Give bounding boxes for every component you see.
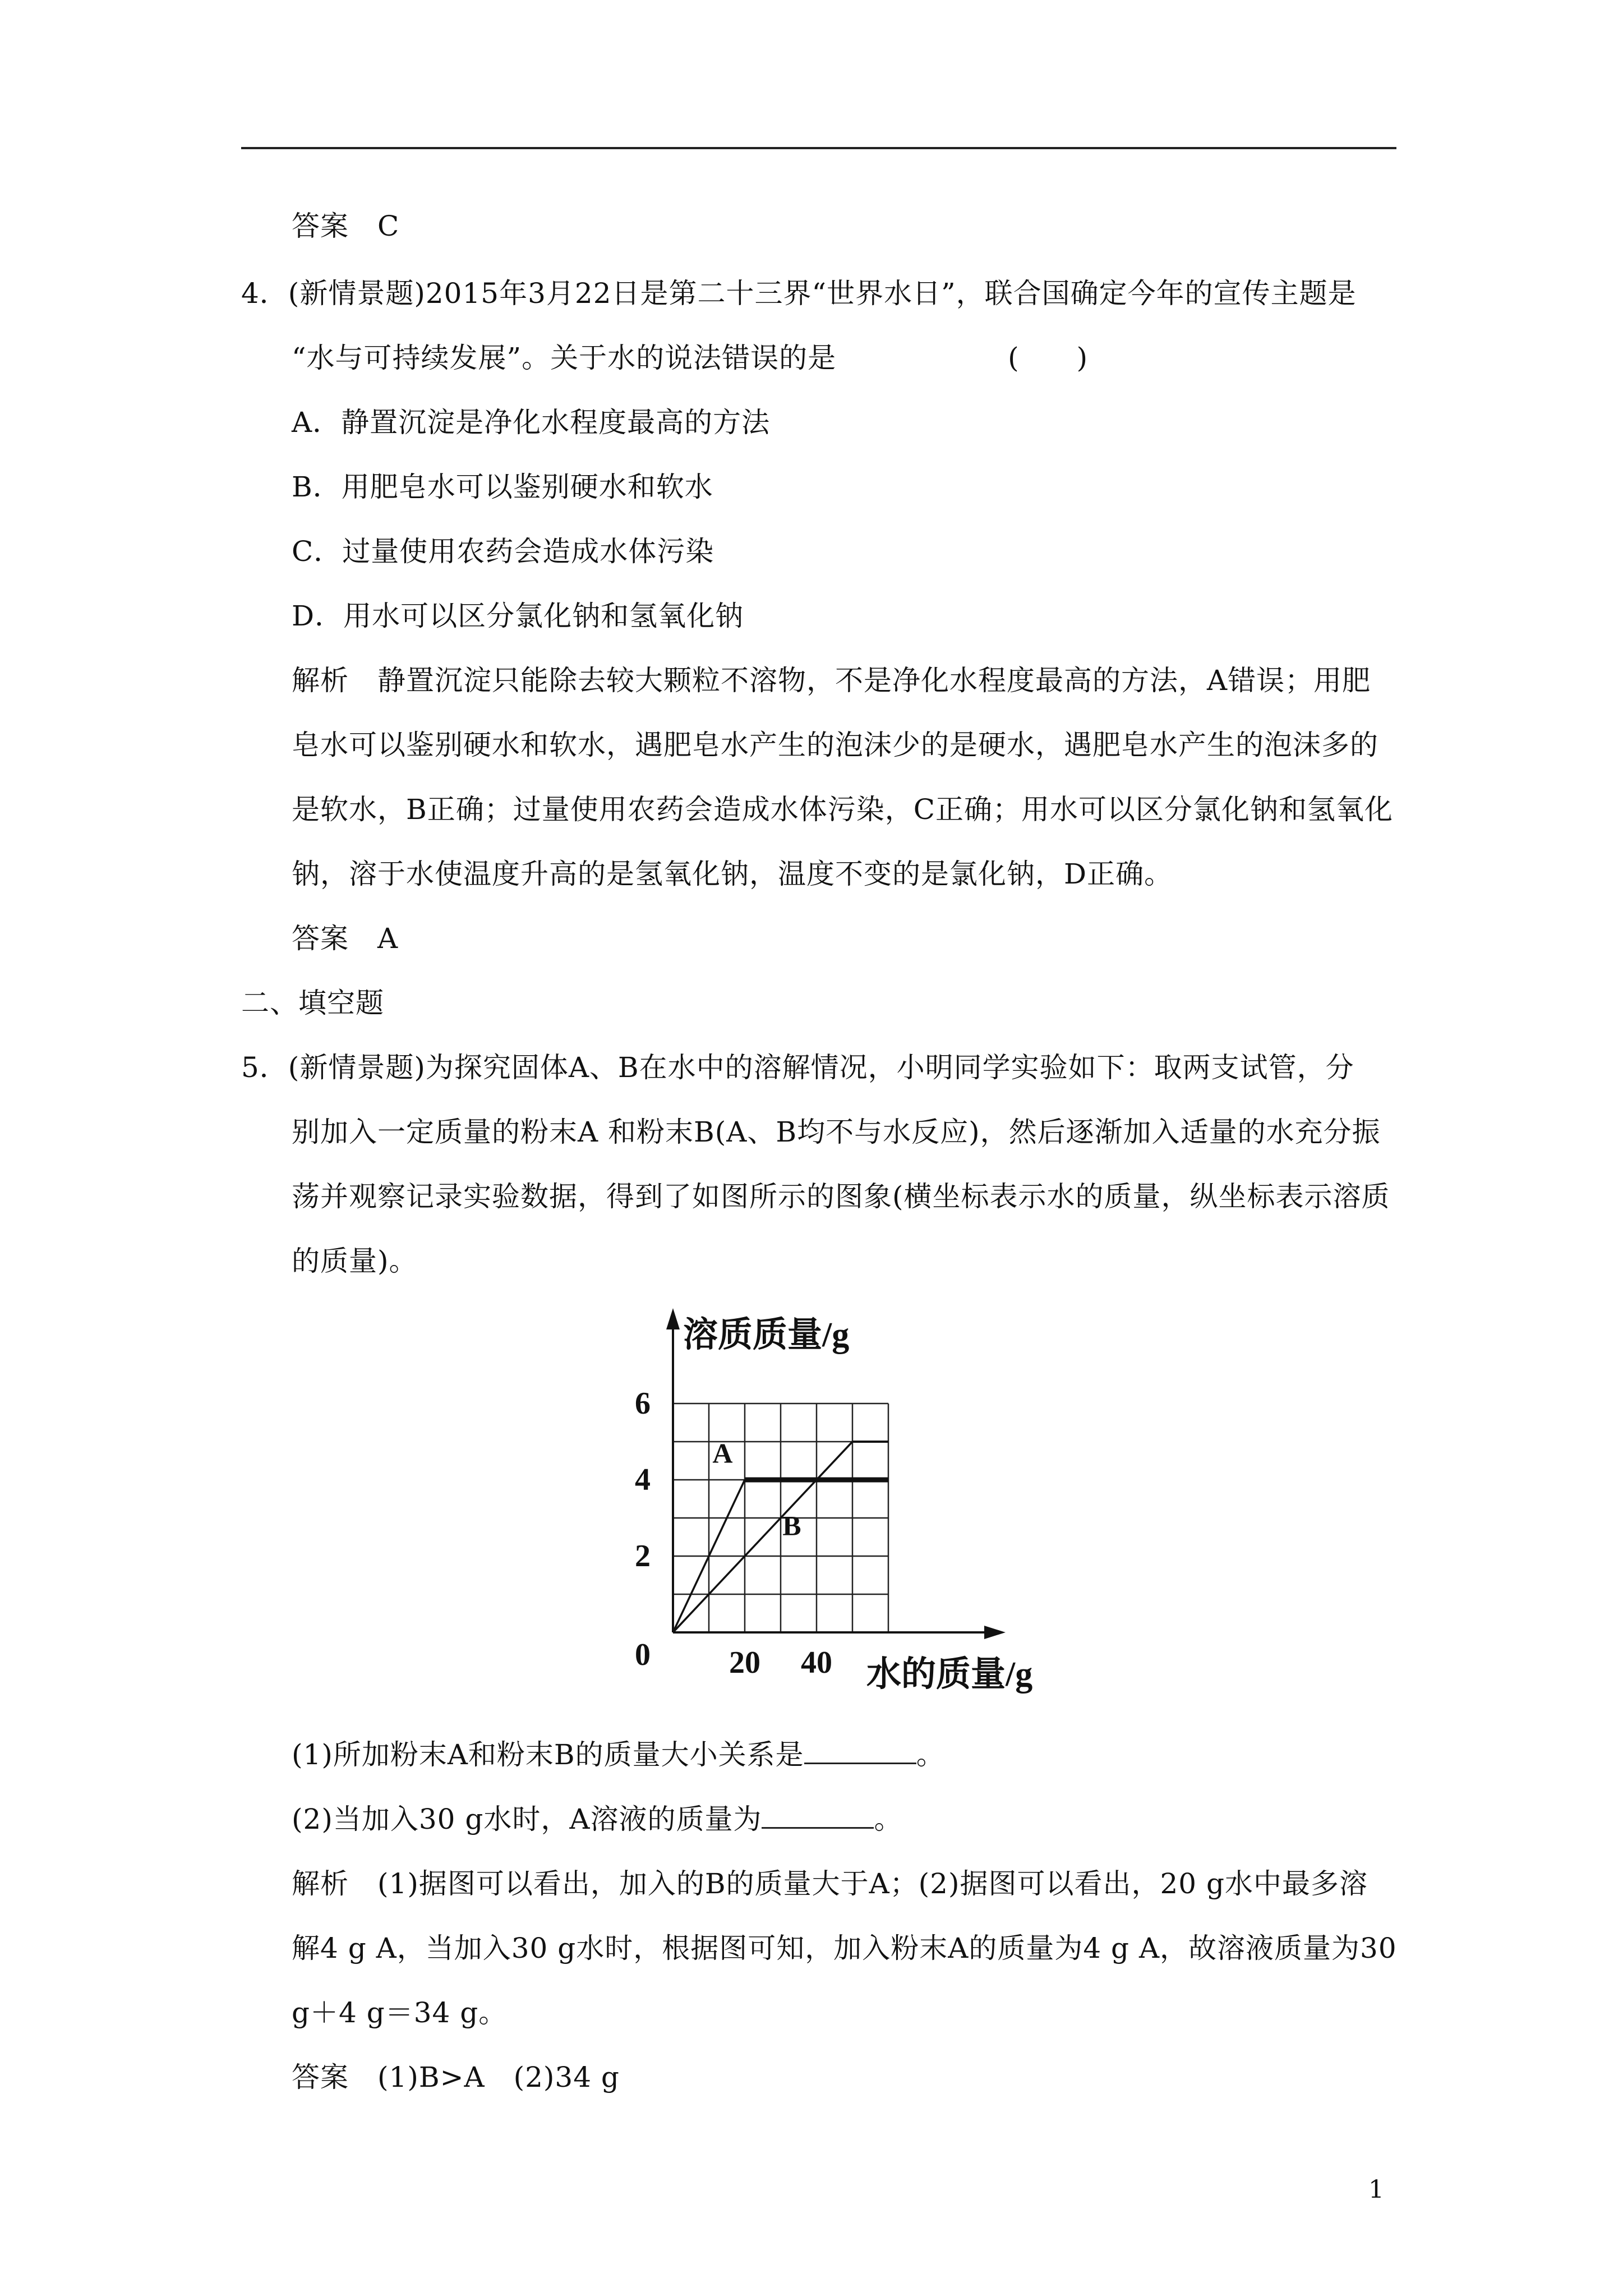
- y-tick-label: 6: [635, 1386, 651, 1421]
- q5-stem-line-2: 别加入一定质量的粉末A 和粉末B(A、B均不与水反应)，然后逐渐加入适量的水充分振: [292, 1116, 1381, 1148]
- q5-sub2-text: (2)当加入30 g水时，A溶液的质量为: [292, 1803, 762, 1835]
- series-b-label: B: [782, 1510, 801, 1542]
- q5-answer: 答案 (1)B>A (2)34 g: [292, 2061, 620, 2093]
- q4-option-b: B．用肥皂水可以鉴别硬水和软水: [292, 471, 713, 503]
- q4-option-d: D．用水可以区分氯化钠和氢氧化钠: [292, 600, 744, 632]
- x-axis-label: 水的质量/g: [866, 1655, 1033, 1694]
- q4-answer: 答案 A: [292, 922, 399, 955]
- q5-analysis-line-2: 解4 g A，当加入30 g水时，根据图可知，加入粉末A的质量为4 g A，故溶液质量为30: [292, 1932, 1397, 1964]
- series-a-label: A: [712, 1437, 733, 1469]
- x-axis-arrow-icon: [984, 1626, 1006, 1639]
- q5-stem-line-3: 荡并观察记录实验数据，得到了如图所示的图象(横坐标表示水的质量，纵坐标表示溶质: [292, 1180, 1390, 1213]
- q4-stem-line-2: “水与可持续发展”。关于水的说法错误的是 ( ): [292, 342, 1089, 374]
- q5-sub2-end: 。: [874, 1803, 903, 1835]
- q5-sub2-blank[interactable]: [762, 1802, 874, 1829]
- solubility-chart: [603, 1301, 1063, 1705]
- q4-analysis-line-4: 钠，溶于水使温度升高的是氢氧化钠，温度不变的是氯化钠，D正确。: [292, 858, 1173, 890]
- q5-analysis-line-1: 解析 (1)据图可以看出，加入的B的质量大于A；(2)据图可以看出，20 g水中最多溶: [292, 1867, 1368, 1900]
- y-tick-label: 4: [635, 1462, 651, 1497]
- q5-sub1-end: 。: [916, 1738, 945, 1771]
- origin-label: 0: [635, 1637, 651, 1672]
- header-rule: [241, 147, 1396, 149]
- y-axis-arrow-icon: [666, 1308, 680, 1329]
- y-axis-label: 溶质质量/g: [683, 1316, 850, 1354]
- q5-stem-line-4: 的质量)。: [292, 1245, 418, 1277]
- q4-analysis-line-2: 皂水可以鉴别硬水和软水，遇肥皂水产生的泡沫少的是硬水，遇肥皂水产生的泡沫多的: [292, 729, 1378, 761]
- q4-stem-line-1: 4．(新情景题)2015年3月22日是第二十三界“世界水日”，联合国确定今年的宣传主题是: [241, 277, 1357, 310]
- q4-option-a: A．静置沉淀是净化水程度最高的方法: [292, 406, 771, 439]
- series-b-segment: [673, 1442, 852, 1632]
- q5-sub-question-1: [292, 1735, 945, 1774]
- y-tick-label: 2: [635, 1539, 651, 1573]
- q4-analysis-line-3: 是软水，B正确；过量使用农药会造成水体污染，C正确；用水可以区分氯化钠和氢氧化: [292, 793, 1393, 826]
- q4-analysis-line-1: 解析 静置沉淀只能除去较大颗粒不溶物，不是净化水程度最高的方法，A错误；用肥: [292, 664, 1371, 697]
- q5-stem-line-1: 5．(新情景题)为探究固体A、B在水中的溶解情况，小明同学实验如下：取两支试管，分: [241, 1051, 1354, 1084]
- q5-sub-question-2: [292, 1800, 902, 1839]
- q5-sub1-text: (1)所加粉末A和粉末B的质量大小关系是: [292, 1738, 804, 1771]
- section-title: 二、填空题: [241, 987, 384, 1019]
- q3-answer: 答案 C: [292, 210, 400, 242]
- q5-sub1-blank[interactable]: [804, 1738, 916, 1764]
- q4-option-c: C．过量使用农药会造成水体污染: [292, 535, 714, 568]
- page-number: 1: [1368, 2175, 1384, 2204]
- x-tick-label: 40: [801, 1645, 832, 1680]
- x-tick-label: 20: [729, 1645, 760, 1680]
- q5-analysis-line-3: g＋4 g＝34 g。: [292, 1996, 508, 2029]
